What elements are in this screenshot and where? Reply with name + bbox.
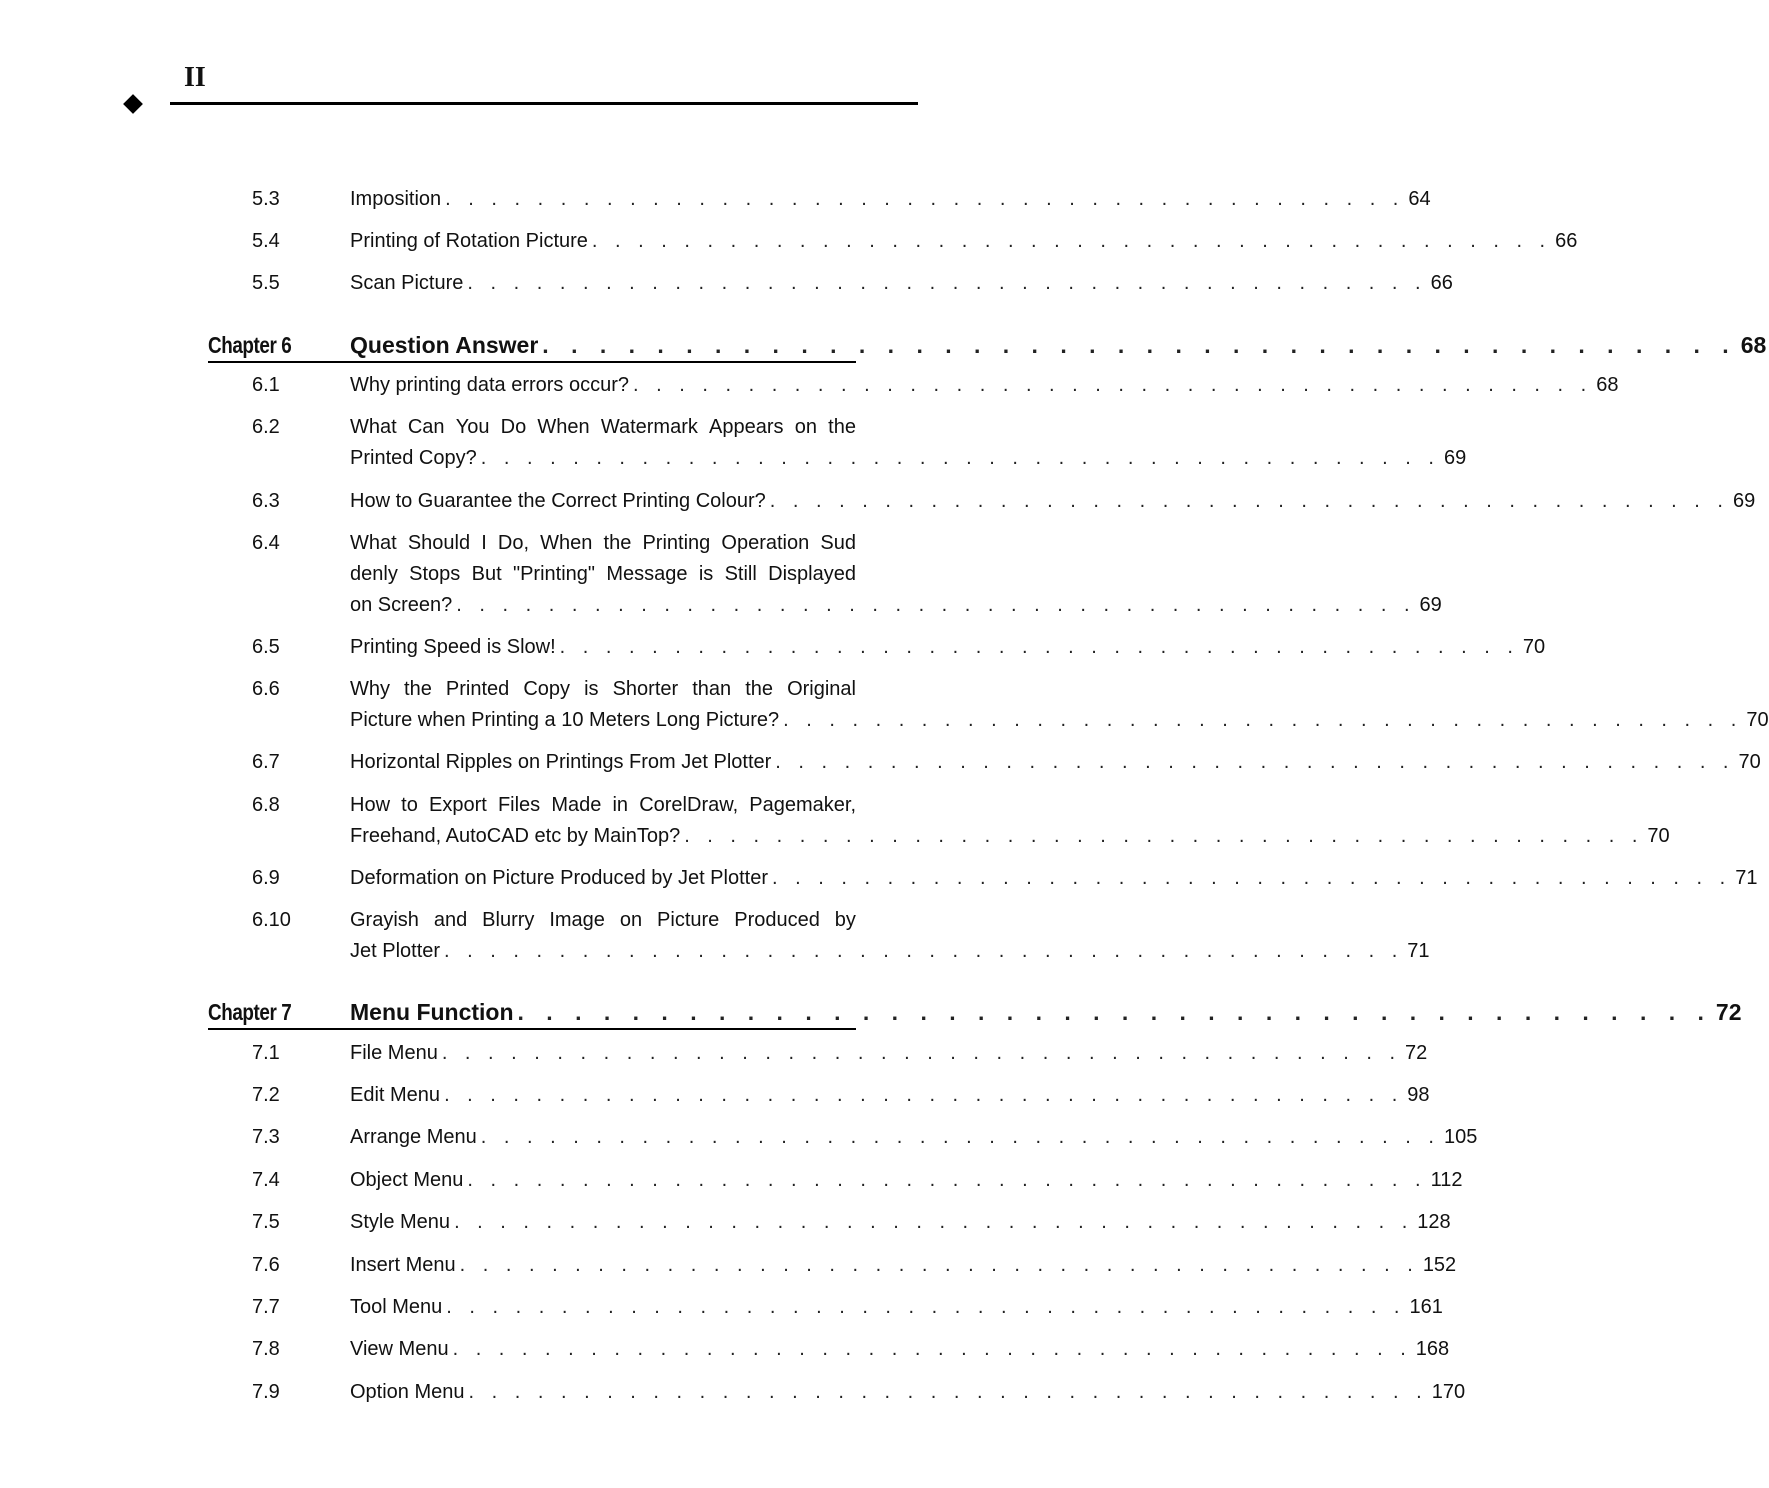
page-ref: 69: [1443, 447, 1467, 469]
dot-leader: . . . . . . . . . . . . . . . . . . . . . . . . . . . . . . . . . . . . . . . . . .: [591, 230, 1552, 252]
word: How: [350, 794, 391, 816]
page-ref: 69: [1732, 490, 1756, 512]
section-title: [350, 905, 1430, 967]
word: Pagemaker,: [749, 794, 856, 816]
dot-leader: . . . . . . . . . . . . . . . . . . . . . . . . . . . . . . . . . . . . . . . . . .: [775, 751, 1735, 773]
page-ref: 71: [1407, 940, 1430, 962]
section-title: [350, 528, 1442, 621]
title-text: Scan Picture: [350, 272, 464, 294]
page-ref: 112: [1430, 1169, 1463, 1191]
title-text: Option Menu: [350, 1381, 465, 1403]
word: "Printing": [512, 563, 595, 585]
word: Blurry: [482, 909, 535, 931]
section-title: [350, 1334, 1450, 1365]
dot-leader: . . . . . . . . . . . . . . . . . . . . . . . . . . . . . . . . . . . . . . . . . .: [444, 1084, 1404, 1106]
word: on: [794, 416, 817, 438]
title-line-last: [350, 1250, 1457, 1281]
section-title: [350, 790, 1670, 852]
word: denly: [350, 563, 398, 585]
title-text: View Menu: [350, 1338, 449, 1360]
word: Image: [549, 909, 605, 931]
word: But: [471, 563, 502, 585]
dot-leader: . . . . . . . . . . . . . . . . . . . . . . . . . . . . . . . . . . . . . . . . . .: [467, 1169, 1427, 1191]
section-number: 7.5: [252, 1211, 280, 1233]
title-line-last: [350, 632, 1546, 663]
title-text: Object Menu: [350, 1169, 464, 1191]
section-number: 7.7: [252, 1296, 280, 1318]
page-ref: 64: [1408, 188, 1431, 210]
title-line-last: [350, 268, 1453, 299]
dot-leader: . . . . . . . . . . . . . . . . . . . . . . . . . . . . . . . . . . . . . . . . . .: [772, 867, 1732, 889]
chapter-title: [350, 997, 1742, 1027]
section-number: 5.5: [252, 272, 280, 294]
section-title: [350, 674, 1769, 736]
title-line: [350, 559, 856, 590]
title-line: [350, 905, 856, 936]
dot-leader: . . . . . . . . . . . . . . . . . . . . . . . . . . . . . . . . . . . . . . . . . .: [517, 999, 1712, 1025]
word: Copy: [523, 678, 571, 700]
chapter-title-text: Menu Function: [350, 999, 514, 1025]
chapter-title-line: [350, 330, 1767, 360]
page-ref: 72: [1405, 1042, 1428, 1064]
section-number: 6.7: [252, 751, 280, 773]
page-ref: 70: [1647, 825, 1670, 847]
section-number: 7.9: [252, 1381, 280, 1403]
word: Why: [350, 678, 390, 700]
dot-leader: . . . . . . . . . . . . . . . . . . . . . . . . . . . . . . . . . . . . . . . . . .: [468, 1381, 1428, 1403]
page-ref: 105: [1443, 1126, 1478, 1148]
title-text: Insert Menu: [350, 1254, 456, 1276]
word: Do: [500, 416, 527, 438]
title-text: Jet Plotter: [350, 940, 441, 962]
section-number: 6.10: [252, 909, 291, 931]
word: What: [350, 416, 397, 438]
section-title: [350, 863, 1758, 894]
section-number: 6.2: [252, 416, 280, 438]
page-ref: 70: [1746, 709, 1769, 731]
word: Produced: [734, 909, 820, 931]
word: CorelDraw,: [639, 794, 739, 816]
title-line-last: [350, 821, 1670, 852]
chapter-title-line: [350, 997, 1742, 1027]
word: Still: [724, 563, 757, 585]
chapter-title-text: Question Answer: [350, 332, 539, 358]
title-line-last: [350, 863, 1758, 894]
diamond-icon: [123, 94, 143, 114]
word: Export: [428, 794, 487, 816]
title-text: Picture when Printing a 10 Meters Long Picture?: [350, 709, 780, 731]
dot-leader: . . . . . . . . . . . . . . . . . . . . . . . . . . . . . . . . . . . . . . . . . .: [452, 1338, 1412, 1360]
word: Files: [497, 794, 541, 816]
page-ref: 69: [1419, 594, 1442, 616]
section-title: [350, 1122, 1478, 1153]
title-text: Style Menu: [350, 1211, 451, 1233]
word: in: [612, 794, 629, 816]
word: Can: [407, 416, 445, 438]
word: You: [455, 416, 490, 438]
section-title: [350, 1250, 1457, 1281]
section-number: 7.1: [252, 1042, 280, 1064]
dot-leader: . . . . . . . . . . . . . . . . . . . . . . . . . . . . . . . . . . . . . . . . . .: [480, 447, 1440, 469]
word: Printed: [445, 678, 510, 700]
page-ref: 70: [1738, 751, 1761, 773]
page-ref: 70: [1522, 636, 1546, 658]
title-text: Arrange Menu: [350, 1126, 477, 1148]
word: Sud: [820, 532, 856, 554]
section-number: 6.3: [252, 490, 280, 512]
section-title: [350, 632, 1546, 663]
chapter-title: [350, 330, 1767, 360]
section-title: [350, 226, 1578, 257]
section-number: 7.3: [252, 1126, 280, 1148]
title-line-last: [350, 443, 1467, 474]
word: Displayed: [768, 563, 856, 585]
page-ref: 98: [1407, 1084, 1430, 1106]
word: When: [540, 532, 593, 554]
dot-leader: . . . . . . . . . . . . . . . . . . . . . . . . . . . . . . . . . . . . . . . . . .: [445, 188, 1405, 210]
page-number: II: [184, 62, 206, 93]
title-line-last: [350, 1165, 1463, 1196]
title-text: on Screen?: [350, 594, 453, 616]
title-line-last: [350, 370, 1619, 401]
word: When: [537, 416, 590, 438]
title-line-last: [350, 747, 1761, 778]
word: I: [481, 532, 487, 554]
page-ref: 66: [1430, 272, 1453, 294]
dot-leader: . . . . . . . . . . . . . . . . . . . . . . . . . . . . . . . . . . . . . . . . . .: [467, 272, 1427, 294]
chapter-label: Chapter 7: [208, 999, 292, 1025]
dot-leader: . . . . . . . . . . . . . . . . . . . . . . . . . . . . . . . . . . . . . . . . . .: [446, 1296, 1406, 1318]
word: by: [834, 909, 856, 931]
section-number: 6.4: [252, 532, 280, 554]
title-line: [350, 528, 856, 559]
section-title: [350, 1080, 1430, 1111]
word: the: [828, 416, 856, 438]
section-title: [350, 1165, 1463, 1196]
title-line-last: [350, 1080, 1430, 1111]
word: Watermark: [600, 416, 698, 438]
title-text: Horizontal Ripples on Printings From Jet Plotter: [350, 751, 772, 773]
section-title: [350, 747, 1761, 778]
header-rule: [170, 102, 918, 105]
section-title: [350, 412, 1467, 474]
word: Original: [787, 678, 856, 700]
page-ref: 170: [1431, 1381, 1466, 1403]
section-title: [350, 1038, 1428, 1069]
section-number: 7.8: [252, 1338, 280, 1360]
title-text: Printed Copy?: [350, 447, 477, 469]
word: is: [584, 678, 599, 700]
section-title: [350, 1377, 1466, 1408]
word: Made: [551, 794, 602, 816]
word: Shorter: [612, 678, 679, 700]
page-ref: 152: [1422, 1254, 1457, 1276]
word: Do,: [497, 532, 530, 554]
page-ref: 68: [1596, 374, 1619, 396]
title-text: File Menu: [350, 1042, 438, 1064]
section-number: 6.9: [252, 867, 280, 889]
title-text: Edit Menu: [350, 1084, 441, 1106]
title-text: Imposition: [350, 188, 442, 210]
dot-leader: . . . . . . . . . . . . . . . . . . . . . . . . . . . . . . . . . . . . . . . . . .: [441, 1042, 1402, 1064]
section-number: 6.6: [252, 678, 280, 700]
section-title: [350, 370, 1619, 401]
section-title: [350, 1292, 1443, 1323]
chapter-rule: [208, 1028, 856, 1030]
word: Printing: [642, 532, 711, 554]
section-number: 7.6: [252, 1254, 280, 1276]
word: Appears: [709, 416, 784, 438]
dot-leader: . . . . . . . . . . . . . . . . . . . . . . . . . . . . . . . . . . . . . . . . . .: [769, 490, 1729, 512]
dot-leader: . . . . . . . . . . . . . . . . . . . . . . . . . . . . . . . . . . . . . . . . . .: [444, 940, 1404, 962]
word: the: [603, 532, 632, 554]
dot-leader: . . . . . . . . . . . . . . . . . . . . . . . . . . . . . . . . . . . . . . . . . .: [459, 1254, 1419, 1276]
title-line-last: [350, 1377, 1466, 1408]
word: the: [745, 678, 774, 700]
dot-leader: . . . . . . . . . . . . . . . . . . . . . . . . . . . . . . . . . . . . . . . . . .: [454, 1211, 1414, 1233]
section-number: 6.5: [252, 636, 280, 658]
word: Stops: [409, 563, 461, 585]
dot-leader: . . . . . . . . . . . . . . . . . . . . . . . . . . . . . . . . . . . . . . . . . .: [480, 1126, 1440, 1148]
title-line-last: [350, 590, 1442, 621]
title-text: Printing of Rotation Picture: [350, 230, 588, 252]
title-text: Freehand, AutoCAD etc by MainTop?: [350, 825, 681, 847]
title-text: How to Guarantee the Correct Printing Colour?: [350, 490, 766, 512]
word: the: [404, 678, 432, 700]
chapter-rule: [208, 361, 856, 363]
word: Should: [407, 532, 471, 554]
section-title: [350, 268, 1453, 299]
word: on: [619, 909, 643, 931]
section-title: [350, 486, 1756, 517]
title-line-last: [350, 1292, 1443, 1323]
dot-leader: . . . . . . . . . . . . . . . . . . . . . . . . . . . . . . . . . . . . . . . . . .: [633, 374, 1593, 396]
section-number: 7.4: [252, 1169, 280, 1191]
page-ref: 161: [1409, 1296, 1443, 1318]
word: Picture: [657, 909, 720, 931]
section-title: [350, 184, 1431, 215]
section-number: 5.3: [252, 188, 280, 210]
title-line: [350, 790, 856, 821]
word: Operation: [721, 532, 810, 554]
word: What: [350, 532, 397, 554]
dot-leader: . . . . . . . . . . . . . . . . . . . . . . . . . . . . . . . . . . . . . . . . . .: [559, 636, 1519, 658]
section-number: 6.1: [252, 374, 280, 396]
title-text: Why printing data errors occur?: [350, 374, 630, 396]
section-number: 7.2: [252, 1084, 280, 1106]
title-line-last: [350, 486, 1756, 517]
dot-leader: . . . . . . . . . . . . . . . . . . . . . . . . . . . . . . . . . . . . . . . . . .: [456, 594, 1416, 616]
word: and: [433, 909, 468, 931]
title-text: Deformation on Picture Produced by Jet Plotter: [350, 867, 768, 889]
section-number: 5.4: [252, 230, 280, 252]
page-ref: 71: [1735, 867, 1758, 889]
page-ref: 128: [1417, 1211, 1451, 1233]
title-line-last: [350, 184, 1431, 215]
page-ref: 66: [1555, 230, 1578, 252]
title-line-last: [350, 1038, 1428, 1069]
title-line: [350, 674, 856, 705]
word: Message: [606, 563, 688, 585]
title-line-last: [350, 1207, 1451, 1238]
title-line-last: [350, 1122, 1478, 1153]
dot-leader: . . . . . . . . . . . . . . . . . . . . . . . . . . . . . . . . . . . . . . . . . .: [684, 825, 1644, 847]
word: Grayish: [350, 909, 419, 931]
chapter-label: Chapter 6: [208, 332, 292, 358]
word: to: [401, 794, 418, 816]
title-line-last: [350, 936, 1430, 967]
section-number: 6.8: [252, 794, 280, 816]
word: than: [692, 678, 732, 700]
dot-leader: . . . . . . . . . . . . . . . . . . . . . . . . . . . . . . . . . . . . . . . . . .: [783, 709, 1743, 731]
title-text: Tool Menu: [350, 1296, 443, 1318]
title-line-last: [350, 226, 1578, 257]
page-ref: 168: [1415, 1338, 1450, 1360]
title-line-last: [350, 705, 1769, 736]
title-text: Printing Speed is Slow!: [350, 636, 556, 658]
title-line-last: [350, 1334, 1450, 1365]
dot-leader: . . . . . . . . . . . . . . . . . . . . . . . . . . . . . . . . . . . . . . . . . .: [542, 332, 1737, 358]
title-line: [350, 412, 856, 443]
word: is: [698, 563, 714, 585]
section-title: [350, 1207, 1451, 1238]
chapter-page-ref: 68: [1740, 332, 1767, 358]
chapter-page-ref: 72: [1715, 999, 1742, 1025]
